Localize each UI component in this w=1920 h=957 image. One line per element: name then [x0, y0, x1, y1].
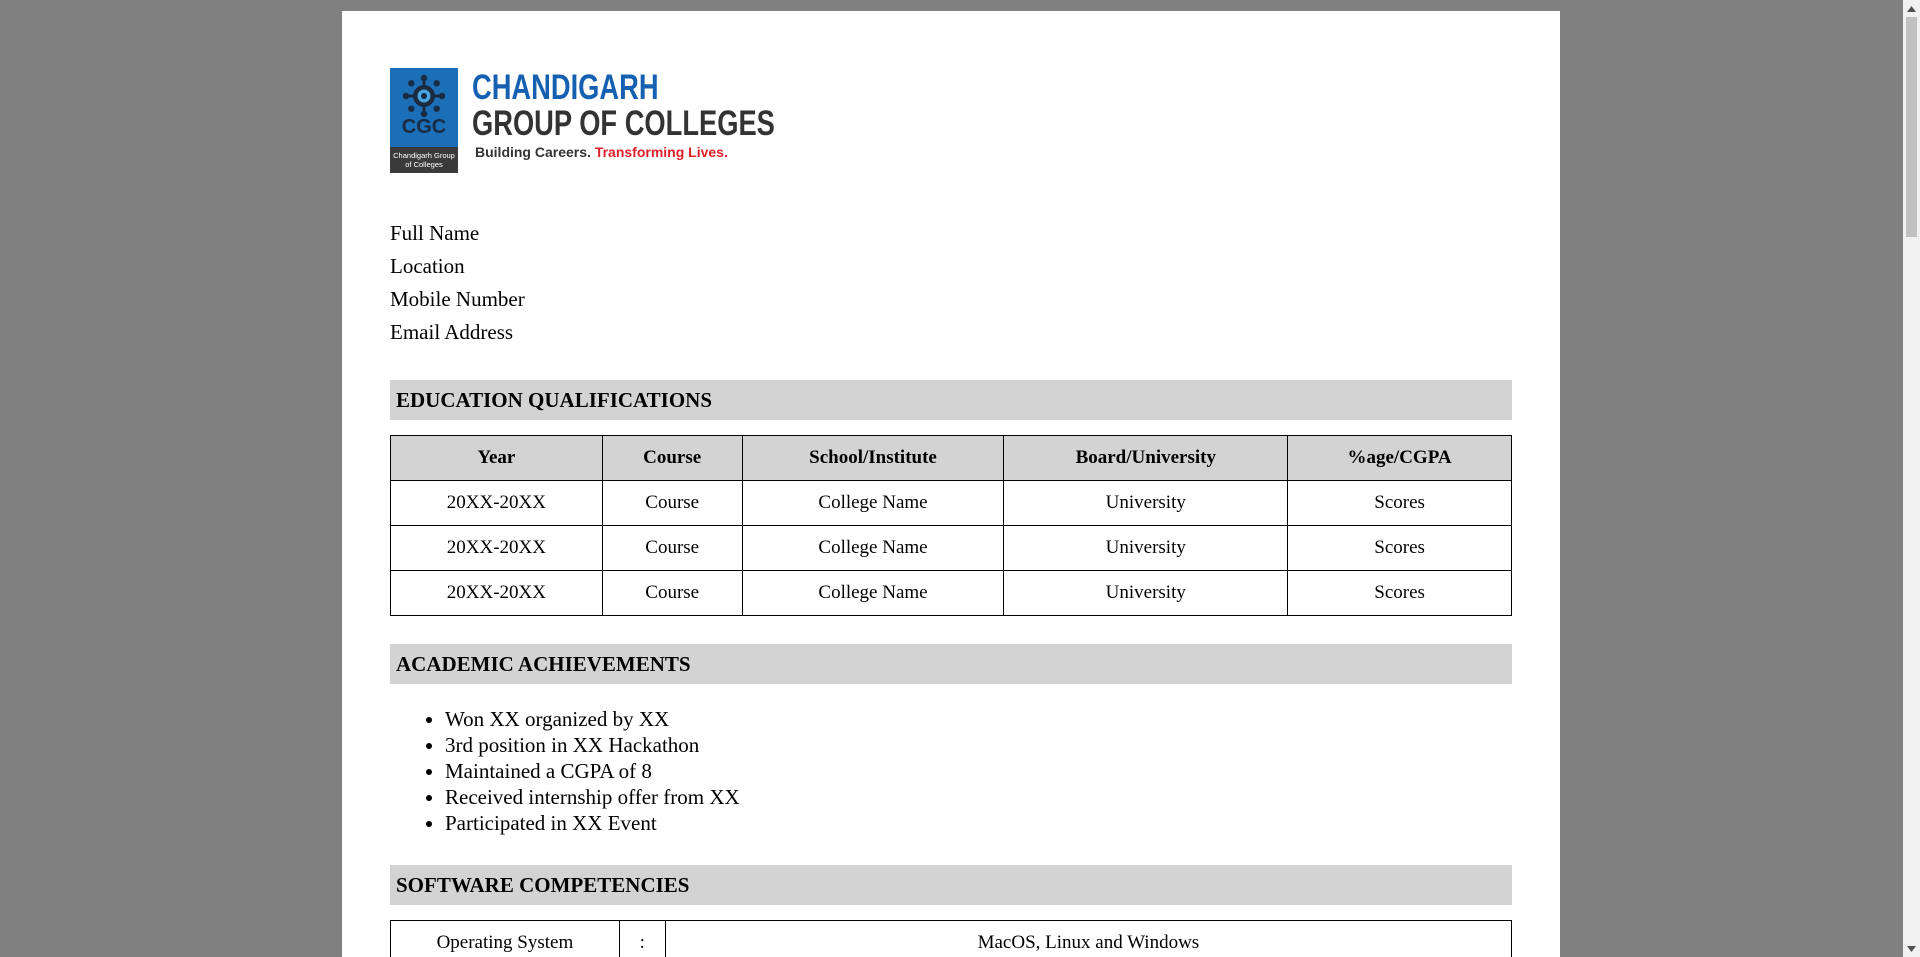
table-row: [391, 526, 1512, 571]
logo-line-2: GROUP OF COLLEGES: [472, 104, 775, 143]
full-name: Full Name: [390, 221, 480, 245]
cell-board: University: [1004, 526, 1288, 571]
list-item: • Participated in XX Event: [445, 810, 1512, 836]
cell-course: Course: [602, 526, 742, 571]
logo-tagline-part-2: Transforming Lives.: [594, 144, 728, 160]
gear-emblem-icon: [402, 74, 446, 118]
scroll-down-arrow-icon[interactable]: [1903, 940, 1920, 957]
cell-score: Scores: [1288, 571, 1512, 616]
mobile-number: Mobile Number: [390, 287, 525, 311]
cell-course: Course: [602, 571, 742, 616]
achievements-list: [390, 706, 1512, 836]
logo-emblem: [390, 68, 458, 173]
cell-year: 20XX-20XX: [391, 571, 603, 616]
education-heading: EDUCATION QUALIFICATIONS: [390, 380, 1512, 420]
table-row: [391, 571, 1512, 616]
cell-score: Scores: [1288, 481, 1512, 526]
software-heading: SOFTWARE COMPETENCIES: [390, 865, 1512, 905]
list-item: • 3rd position in XX Hackathon: [445, 732, 1512, 758]
cell-board: University: [1004, 571, 1288, 616]
resume-page: [342, 11, 1560, 957]
column-header-year: Year: [391, 436, 603, 481]
email-address: Email Address: [390, 320, 514, 344]
cell-year: 20XX-20XX: [391, 481, 603, 526]
contact-block: [390, 217, 1512, 349]
list-item: • Won XX organized by XX: [445, 706, 1512, 732]
resume-content: [390, 68, 1512, 957]
education-header-row: [391, 436, 1512, 481]
column-header-board: Board/University: [1004, 436, 1288, 481]
scrollbar-thumb[interactable]: [1906, 17, 1917, 237]
logo-emblem-caption: Chandigarh Group of Colleges: [390, 147, 458, 173]
cell-board: University: [1004, 481, 1288, 526]
cell-course: Course: [602, 481, 742, 526]
cell-separator: :: [619, 921, 665, 957]
column-header-school: School/Institute: [742, 436, 1004, 481]
list-item: • Maintained a CGPA of 8: [445, 758, 1512, 784]
list-item: • Received internship offer from XX: [445, 784, 1512, 810]
logo-line-1: CHANDIGARH: [472, 68, 659, 107]
column-header-course: Course: [602, 436, 742, 481]
location: Location: [390, 254, 465, 278]
logo-wordmark: [472, 70, 860, 160]
achievements-heading: ACADEMIC ACHIEVEMENTS: [390, 644, 1512, 684]
cell-value: MacOS, Linux and Windows: [665, 921, 1511, 957]
software-table: [390, 920, 1512, 957]
logo-tagline-part-1: Building Careers.: [475, 144, 591, 160]
cell-year: 20XX-20XX: [391, 526, 603, 571]
cell-school: College Name: [742, 481, 1004, 526]
table-row: [391, 921, 1512, 957]
education-table: [390, 435, 1512, 616]
cell-score: Scores: [1288, 526, 1512, 571]
table-row: [391, 481, 1512, 526]
logo-abbreviation: CGC: [401, 116, 447, 138]
cell-school: College Name: [742, 526, 1004, 571]
vertical-scrollbar[interactable]: [1903, 0, 1920, 957]
cell-category: Operating System: [391, 921, 620, 957]
cell-school: College Name: [742, 571, 1004, 616]
scroll-up-arrow-icon[interactable]: [1903, 0, 1920, 17]
column-header-score: %age/CGPA: [1288, 436, 1512, 481]
logo-tagline: [475, 144, 860, 160]
college-logo: [390, 68, 1512, 174]
